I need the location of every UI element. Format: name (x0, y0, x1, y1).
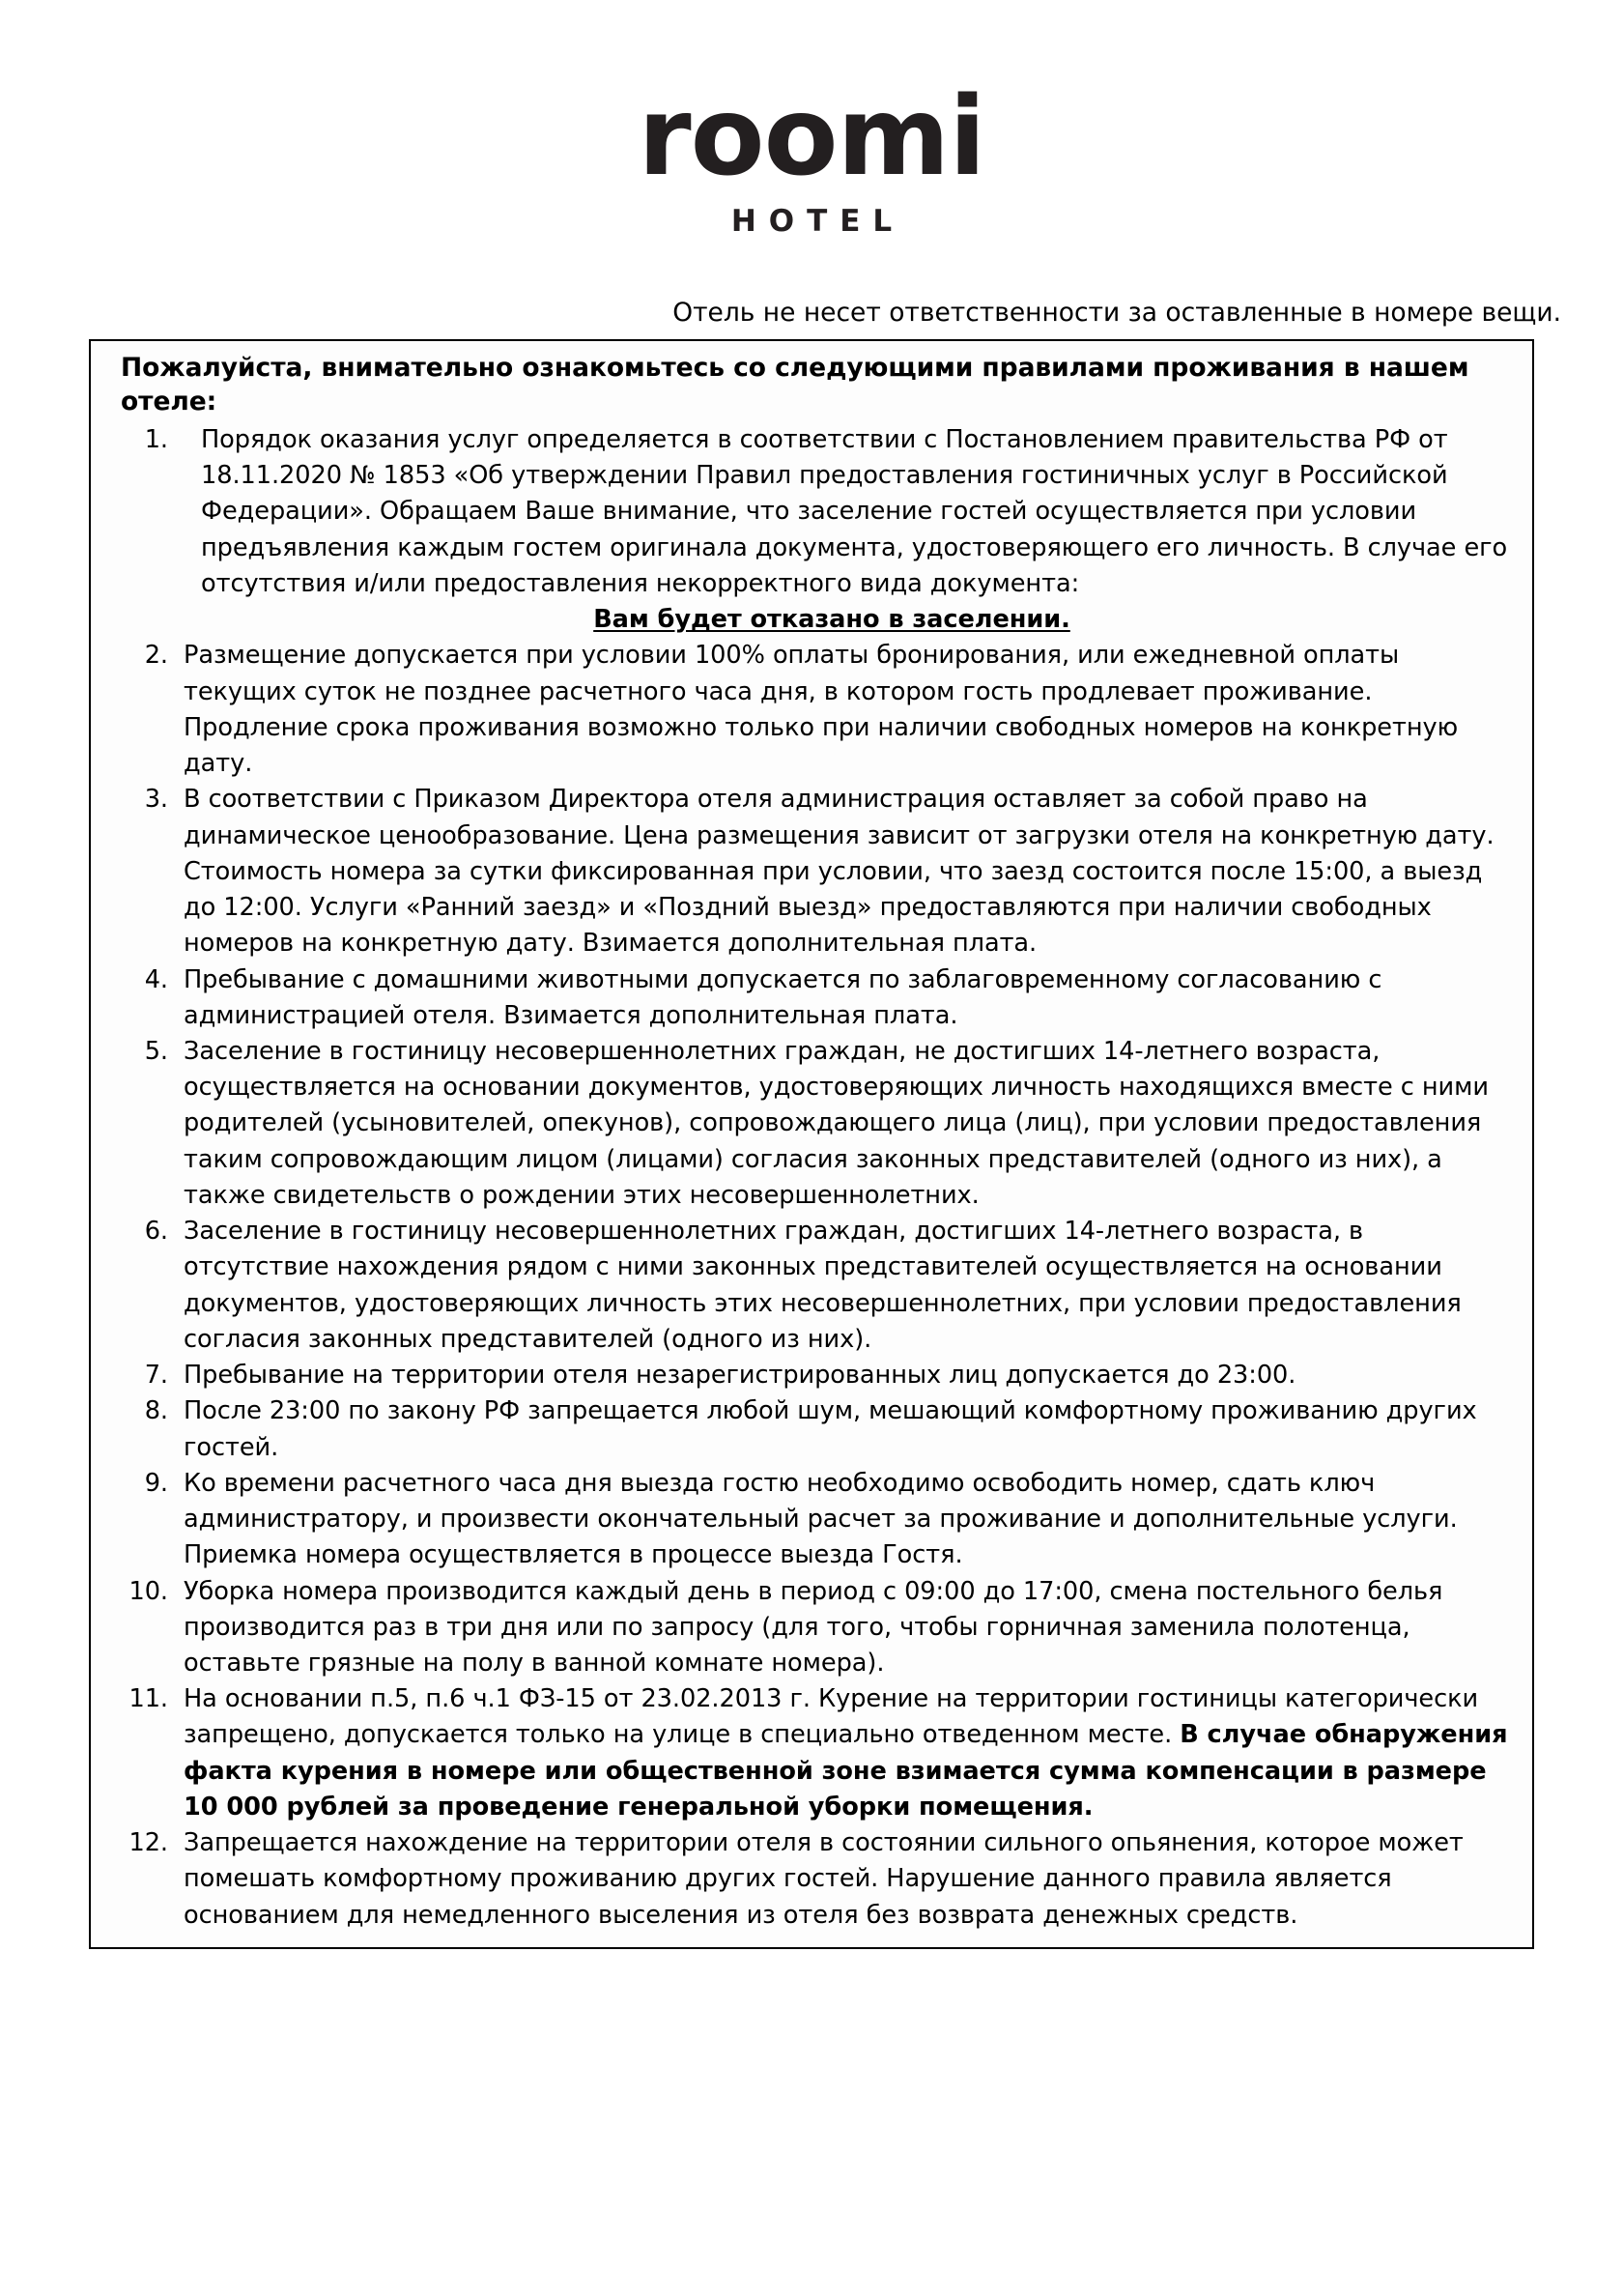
rule-item (108, 1034, 1515, 1214)
rule-item (108, 962, 1515, 1034)
rule-text: Пребывание с домашними животными допускается по заблаговременному согласованию с администрацией отеля. Взимается дополнительная плата. (184, 964, 1382, 1030)
rule-item (108, 1574, 1515, 1682)
rule-text: Уборка номера производится каждый день в период с 09:00 до 17:00, смена постельного белья производится раз в три дня или по запросу (для того, чтобы горничная заменила полотенца, оставьте грязные на полу в ванной комнате номера). (184, 1576, 1443, 1678)
rule-item (108, 782, 1515, 961)
rules-list (108, 422, 1515, 1934)
rules-box (89, 339, 1534, 1949)
rule-item (108, 1825, 1515, 1934)
rule-item (108, 1214, 1515, 1358)
logo-wordmark: roomi (638, 74, 985, 200)
rule-text: Размещение допускается при условии 100% оплаты бронирования, или ежедневной оплаты текущих суток не позднее расчетного часа дня, в котором гость продлевает проживание. Продление срока проживания возможно только при наличии свободных номеров на конкретную дату. (184, 641, 1459, 779)
rule-emphasis: Вам будет отказано в заселении. (593, 605, 1070, 635)
rule-item (108, 1681, 1515, 1825)
rule-item (108, 1358, 1515, 1393)
liability-disclaimer: Отель не несет ответственности за оставленные в номере вещи. (672, 298, 1561, 328)
logo-subtitle: HOTEL (730, 204, 905, 239)
rule-text: Заселение в гостиницу несовершеннолетних граждан, достигших 14-летнего возраста, в отсутствие нахождения рядом с ними законных представителей осуществляется на основании документов, удостоверяющих личность этих несовершеннолетних, при условии предоставления согласия законных представителей (одного из них). (184, 1217, 1462, 1354)
rule-text: На основании п.5, п.6 ч.1 ФЗ-15 от 23.02.2013 г. Курение на территории гостиницы категорически запрещено, допускается только на улице в специально отведенном месте. (184, 1684, 1479, 1750)
rule-item (108, 1393, 1515, 1465)
brand-logo (0, 0, 1623, 237)
rule-item (108, 422, 1515, 638)
rule-text: Пребывание на территории отеля незарегистрированных лиц допускается до 23:00. (184, 1361, 1296, 1391)
rule-text: После 23:00 по закону РФ запрещается любой шум, мешающий комфортному проживанию других гостей. (184, 1396, 1477, 1462)
rule-text: В соответствии с Приказом Директора отеля администрация оставляет за собой право на динамическое ценообразование. Цена размещения зависит от загрузки отеля на конкретную дату. Стоимость номера за сутки фиксированная при условии, что заезд состоится после 15:00, а выезд до 12:00. Услуги «Ранний заезд» и «Поздний выезд» предоставляются при наличии свободных номеров на конкретную дату. Взимается дополнительная плата. (184, 785, 1495, 959)
rule-text: Ко времени расчетного часа дня выезда гостю необходимо освободить номер, сдать ключ администратору, и произвести окончательный расчет за проживание и дополнительные услуги. Приемка номера осуществляется в процессе выезда Гостя. (184, 1468, 1458, 1570)
rules-intro: Пожалуйста, внимательно ознакомьтесь со следующими правилами проживания в нашем отеле: (121, 353, 1469, 416)
rule-emphasis: В случае обнаружения факта курения в номере или общественной зоне взимается сумма компенсации в размере 10 000 рублей за проведение генеральной уборки помещения. (184, 1720, 1508, 1822)
rule-text: Порядок оказания услуг определяется в соответствии с Постановлением правительства РФ от 18.11.2020 № 1853 «Об утверждении Правил предоставления гостиничных услуг в Российской Федерации». Обращаем Ваше внимание, что заселение гостей осуществляется при условии предъявления каждым гостем оригинала документа, удостоверяющего его личность. В случае его отсутствия и/или предоставления некорректного вида документа: (201, 425, 1508, 598)
rule-text: Заселение в гостиницу несовершеннолетних граждан, не достигших 14-летнего возраста, осуществляется на основании документов, удостоверяющих личность находящихся вместе с ними родителей (усыновителей, опекунов), сопровождающего лица (лиц), при условии предоставления таким сопровождающим лицом (лицами) согласия законных представителей (одного из них), а также свидетельств о рождении этих несовершеннолетних. (184, 1036, 1489, 1210)
rule-text: Запрещается нахождение на территории отеля в состоянии сильного опьянения, которое может помешать комфортному проживанию других гостей. Нарушение данного правила является основанием для немедленного выселения из отеля без возврата денежных средств. (184, 1828, 1464, 1930)
rule-item (108, 1466, 1515, 1574)
rule-item (108, 638, 1515, 782)
